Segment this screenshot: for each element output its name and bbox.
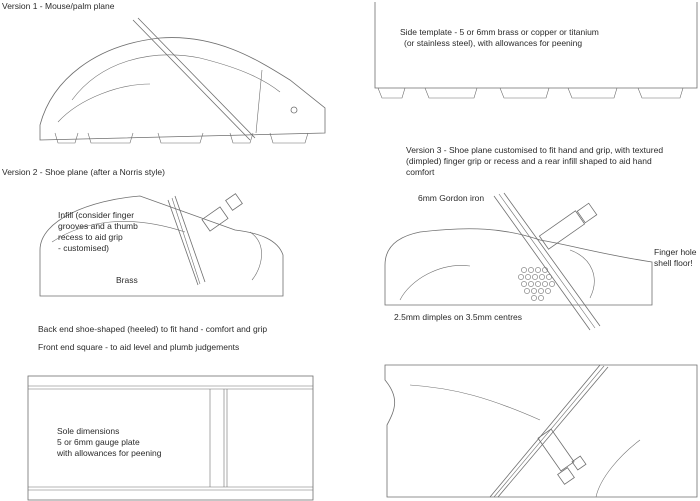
mouse-plane-iron-b bbox=[138, 18, 255, 138]
version3-title-line-3: comfort bbox=[406, 167, 435, 177]
side-template-drawing bbox=[375, 2, 697, 98]
rotated-plane-drawing bbox=[385, 365, 697, 497]
shoe-plane-front-bump bbox=[250, 232, 262, 280]
side-template-line-2: (or stainless steel), with allowances for peening bbox=[404, 38, 583, 48]
side-template-tabs bbox=[378, 88, 683, 98]
version2-title: Version 2 - Shoe plane (after a Norris style) bbox=[2, 167, 165, 177]
sole-line-2: 5 or 6mm gauge plate bbox=[57, 437, 140, 447]
front-end-note: Front end square - to aid level and plumb judgements bbox=[38, 342, 240, 352]
rotated-plane-iron-a bbox=[490, 365, 600, 497]
mouse-plane-body bbox=[40, 38, 325, 140]
v3-plane-body bbox=[385, 229, 652, 305]
finger-hole-line-1: Finger hole bbox=[654, 247, 697, 257]
shoe-plane-screw bbox=[226, 194, 243, 211]
sole-line-1: Sole dimensions bbox=[57, 426, 120, 436]
infill-note-line-3: recess to aid grip bbox=[58, 232, 123, 242]
dimples-note: 2.5mm dimples on 3.5mm centres bbox=[394, 312, 523, 322]
mouse-plane-iron-a bbox=[133, 20, 250, 140]
rotated-plane-screw-2 bbox=[572, 456, 586, 470]
sole-line-3: with allowances for peening bbox=[57, 448, 162, 458]
rotated-plane-curve-a bbox=[410, 385, 540, 420]
rotated-plane-lever-cap bbox=[538, 429, 574, 471]
shoe-plane-lever-cap bbox=[202, 207, 228, 231]
finger-hole-line-2: shell floor! bbox=[654, 258, 693, 268]
mouse-plane-rear-curve bbox=[58, 84, 150, 122]
v3-plane-drawing bbox=[385, 193, 652, 330]
v3-plane-front-curve bbox=[570, 250, 594, 298]
version1-title: Version 1 - Mouse/palm plane bbox=[2, 1, 115, 11]
v3-plane-lever-cap bbox=[539, 211, 584, 249]
brass-label: Brass bbox=[116, 275, 138, 285]
v3-plane-screw bbox=[577, 203, 596, 222]
iron-label: 6mm Gordon iron bbox=[418, 193, 485, 203]
version3-title-line-1: Version 3 - Shoe plane customised to fit hand and grip, with textured bbox=[406, 145, 664, 155]
side-template-line-1: Side template - 5 or 6mm brass or copper or titanium bbox=[400, 27, 599, 37]
back-end-note: Back end shoe-shaped (heeled) to fit hand - comfort and grip bbox=[38, 324, 268, 334]
infill-note-line-2: grooves and a thumb bbox=[58, 221, 138, 231]
shoe-plane-iron-a bbox=[168, 200, 198, 285]
v3-plane-rear-infill bbox=[400, 265, 470, 300]
shoe-plane-iron-b bbox=[175, 196, 205, 282]
infill-note-line-4: - customised) bbox=[58, 243, 110, 253]
v3-plane-iron-a bbox=[494, 196, 590, 330]
version3-title-line-2: (dimpled) finger grip or recess and a rear infill shaped to aid hand bbox=[406, 156, 652, 166]
rotated-plane-body bbox=[385, 365, 697, 497]
mouse-plane-screw-hole bbox=[291, 107, 297, 113]
shoe-plane-iron-c bbox=[172, 198, 200, 284]
rotated-plane-iron-c bbox=[494, 366, 604, 497]
infill-note-line-1: Infill (consider finger bbox=[58, 210, 135, 220]
v3-plane-iron-c bbox=[499, 194, 595, 328]
mouse-plane-wedge bbox=[256, 70, 262, 133]
mouse-plane-drawing bbox=[40, 18, 325, 143]
rotated-plane-curve-b bbox=[596, 440, 640, 497]
